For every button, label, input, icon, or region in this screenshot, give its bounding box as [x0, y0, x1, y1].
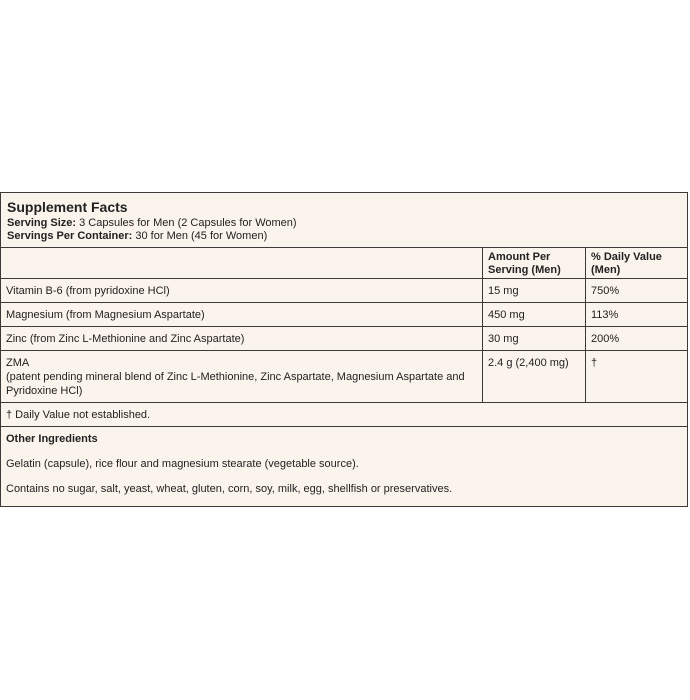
column-header-daily-value	[586, 248, 687, 278]
ingredient-daily-value: 200%	[591, 333, 620, 345]
column-header-amount	[483, 248, 586, 278]
other-ingredients-section	[1, 427, 687, 501]
other-ingredients-title: Other Ingredients	[6, 433, 98, 445]
serving-size-label: Serving Size:	[7, 217, 77, 229]
column-header-amount-line1: Amount Per	[488, 251, 551, 263]
column-header-name	[1, 248, 483, 278]
servings-per-container	[7, 230, 681, 243]
ingredient-amount: 450 mg	[483, 303, 586, 326]
column-header-row	[1, 248, 687, 279]
ingredient-name: ZMA	[6, 357, 30, 369]
ingredient-detail: (patent pending mineral blend of Zinc L-Methionine, Zinc Aspartate, Magnesium Aspartate and Pyridoxine HCl)	[6, 371, 465, 397]
column-header-amount-line2: Serving (Men)	[488, 264, 561, 276]
ingredient-daily-value: 113%	[591, 309, 619, 321]
ingredient-name: Zinc (from Zinc L-Methionine and Zinc Aspartate)	[1, 327, 483, 350]
other-ingredients-text: Gelatin (capsule), rice flour and magnesium stearate (vegetable source).	[6, 458, 359, 470]
servings-per-container-label: Servings Per Container:	[7, 230, 133, 242]
serving-size-value: 3 Capsules for Men (2 Capsules for Women)	[76, 217, 297, 229]
column-header-dv-line1: % Daily Value	[591, 251, 662, 263]
ingredient-daily-value: 750%	[591, 285, 620, 297]
table-row	[1, 303, 687, 327]
ingredient-amount: 15 mg	[483, 279, 586, 302]
supplement-facts-panel	[0, 192, 688, 507]
serving-size	[7, 217, 681, 230]
facts-title: Supplement Facts	[7, 199, 128, 215]
ingredient-amount: 30 mg	[483, 327, 586, 350]
facts-header	[1, 193, 687, 248]
daily-value-footnote: † Daily Value not established.	[1, 403, 687, 427]
ingredient-name: Vitamin B-6 (from pyridoxine HCl)	[1, 279, 483, 302]
ingredient-name: Magnesium (from Magnesium Aspartate)	[1, 303, 483, 326]
ingredient-name-cell	[1, 351, 483, 402]
table-row	[1, 327, 687, 351]
ingredient-daily-value: †	[591, 357, 598, 369]
servings-per-container-value: 30 for Men (45 for Women)	[132, 230, 268, 242]
contains-statement: Contains no sugar, salt, yeast, wheat, gluten, corn, soy, milk, egg, shellfish or preservatives.	[6, 483, 453, 495]
table-row	[1, 279, 687, 303]
table-row	[1, 351, 687, 403]
ingredient-amount: 2.4 g (2,400 mg)	[483, 351, 586, 402]
column-header-dv-line2: (Men)	[591, 264, 621, 276]
